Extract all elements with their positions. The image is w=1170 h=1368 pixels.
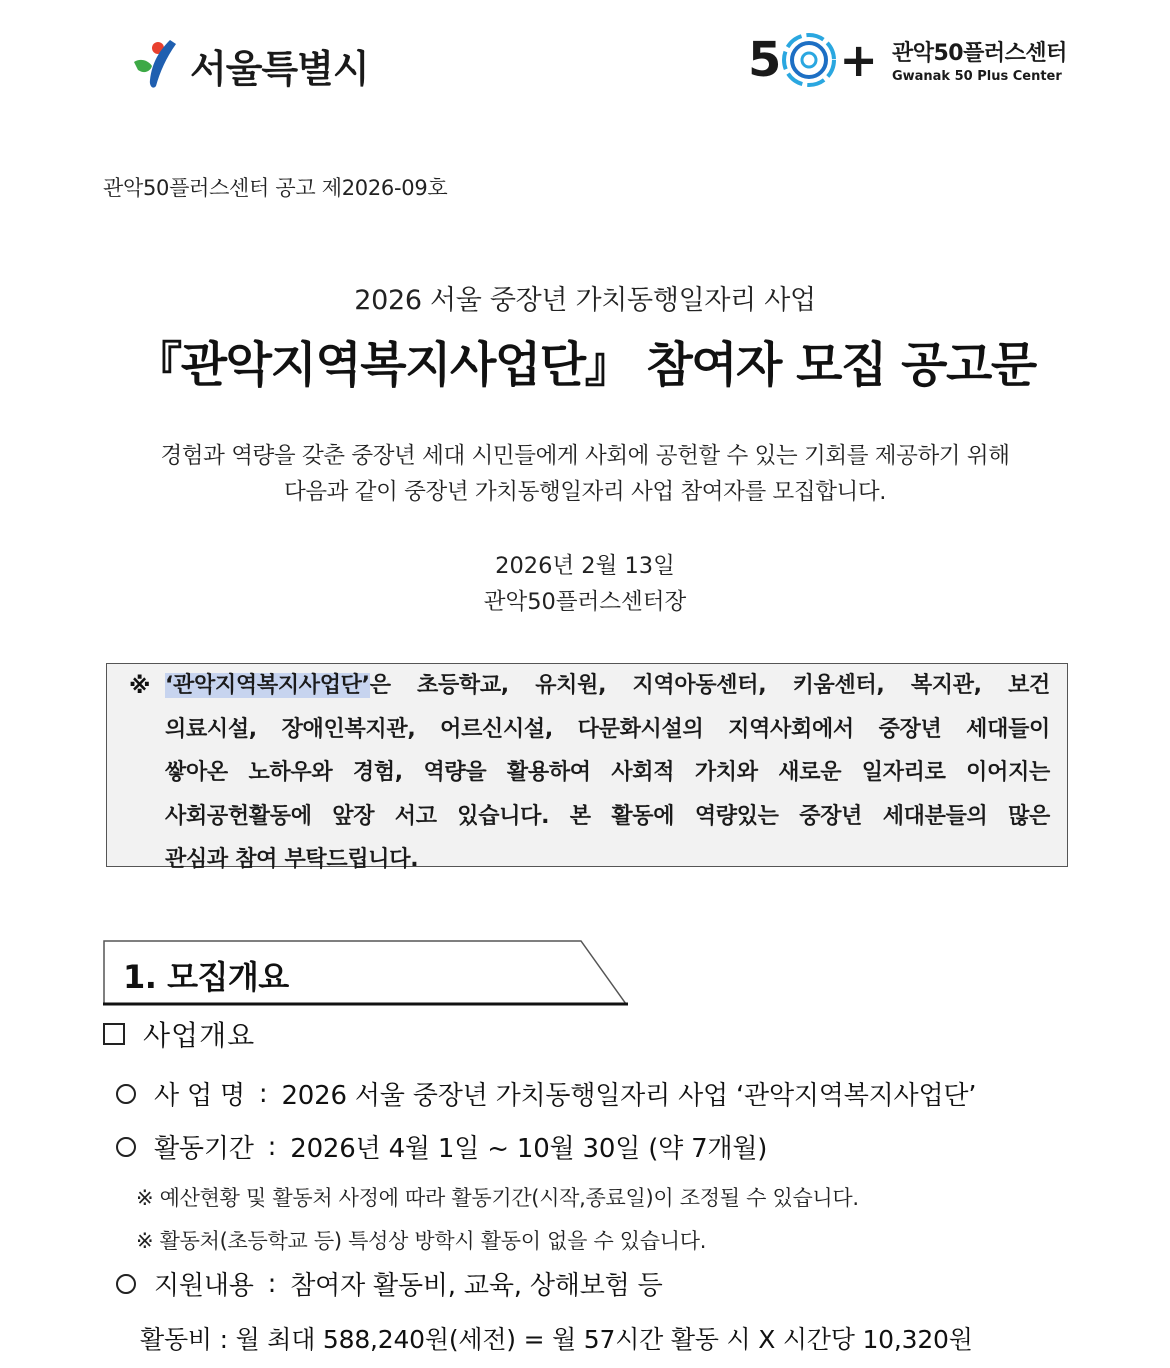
item-value: 참여자 활동비, 교육, 상해보험 등 bbox=[290, 1271, 663, 1301]
center-name-en: Gwanak 50 Plus Center bbox=[891, 69, 1062, 84]
logo-numeral: 5 bbox=[748, 32, 782, 88]
subheading-text: 사업개요 bbox=[143, 1019, 256, 1052]
ring-icon bbox=[781, 32, 837, 88]
logo-plus: + bbox=[839, 33, 878, 87]
square-bullet-icon bbox=[103, 1023, 125, 1045]
item-label: 지원내용 bbox=[154, 1271, 254, 1301]
intro-paragraph bbox=[0, 438, 1170, 510]
section-title: 1. 모집개요 bbox=[123, 958, 289, 996]
pay-details: 활동비 : 월 최대 588,240원(세전) = 월 57시간 활동 시 X 시간당 10,320원 bbox=[140, 1325, 973, 1354]
highlighted-text[interactable]: ‘관악지역복지사업단’ bbox=[165, 673, 370, 698]
notice-line: 의료시설, 장애인복지관, 어르신시설, 다문화시설의 지역사회에서 중장년 세대들이 bbox=[165, 716, 1050, 742]
subheading bbox=[103, 1014, 255, 1054]
item-value: 2026 서울 중장년 가치동행일자리 사업 ‘관악지역복지사업단’ bbox=[281, 1081, 977, 1111]
issue-block bbox=[0, 548, 1170, 620]
center-name-kr: 관악50플러스센터 bbox=[891, 41, 1067, 66]
period-note: ※ 예산현황 및 활동처 사정에 따라 활동기간(시작,종료일)이 조정될 수 있습니다. bbox=[136, 1186, 859, 1210]
seoul-symbol-icon bbox=[130, 36, 188, 94]
circle-bullet-icon bbox=[116, 1274, 136, 1294]
gwanak-50plus-logo bbox=[748, 32, 1067, 88]
document-subtitle: 2026 서울 중장년 가치동행일자리 사업 bbox=[354, 285, 816, 316]
list-item: 지원내용 : 참여자 활동비, 교육, 상해보험 등 bbox=[116, 1265, 663, 1302]
item-label: 사 업 명 bbox=[154, 1081, 245, 1111]
notice-line: ‘관악지역복지사업단’은 초등학교, 유치원, 지역아동센터, 키움센터, 복지관, 보건 bbox=[165, 673, 1050, 698]
notice-line: 사회공헌활동에 앞장 서고 있습니다. 본 활동에 역량있는 중장년 세대분들의 많은 bbox=[165, 803, 1050, 829]
circle-bullet-icon bbox=[116, 1084, 136, 1104]
notice-text bbox=[165, 664, 1050, 882]
notice-line: 쌓아온 노하우와 경험, 역량을 활용하여 사회적 가치와 새로운 일자리로 이어지는 bbox=[165, 760, 1050, 785]
notice-line: 관심과 참여 부탁드립니다. bbox=[165, 847, 419, 872]
issue-date: 2026년 2월 13일 bbox=[495, 553, 675, 579]
seoul-city-logo bbox=[130, 36, 369, 94]
intro-line: 다음과 같이 중장년 가치동행일자리 사업 참여자를 모집합니다. bbox=[284, 479, 886, 505]
document-title: 『관악지역복지사업단』 참여자 모집 공고문 bbox=[134, 337, 1036, 393]
issuer: 관악50플러스센터장 bbox=[483, 589, 687, 615]
item-label: 활동기간 bbox=[154, 1134, 254, 1164]
list-item: 사 업 명 : 2026 서울 중장년 가치동행일자리 사업 ‘관악지역복지사업단’ bbox=[116, 1075, 976, 1112]
circle-bullet-icon bbox=[116, 1137, 136, 1157]
seoul-logo-text: 서울특별시 bbox=[190, 46, 369, 91]
notice-box bbox=[106, 663, 1068, 872]
intro-line: 경험과 역량을 갖춘 중장년 세대 시민들에게 사회에 공헌할 수 있는 기회를 제공하기 위해 bbox=[160, 443, 1010, 469]
item-value: 2026년 4월 1일 ~ 10월 30일 (약 7개월) bbox=[290, 1134, 768, 1164]
section-header bbox=[103, 940, 628, 1006]
list-item: 활동기간 : 2026년 4월 1일 ~ 10월 30일 (약 7개월) bbox=[116, 1128, 767, 1165]
notice-number: 관악50플러스센터 공고 제2026-09호 bbox=[103, 176, 448, 200]
vacation-note: ※ 활동처(초등학교 등) 특성상 방학시 활동이 없을 수 있습니다. bbox=[136, 1229, 707, 1253]
reference-mark: ※ bbox=[129, 674, 151, 699]
